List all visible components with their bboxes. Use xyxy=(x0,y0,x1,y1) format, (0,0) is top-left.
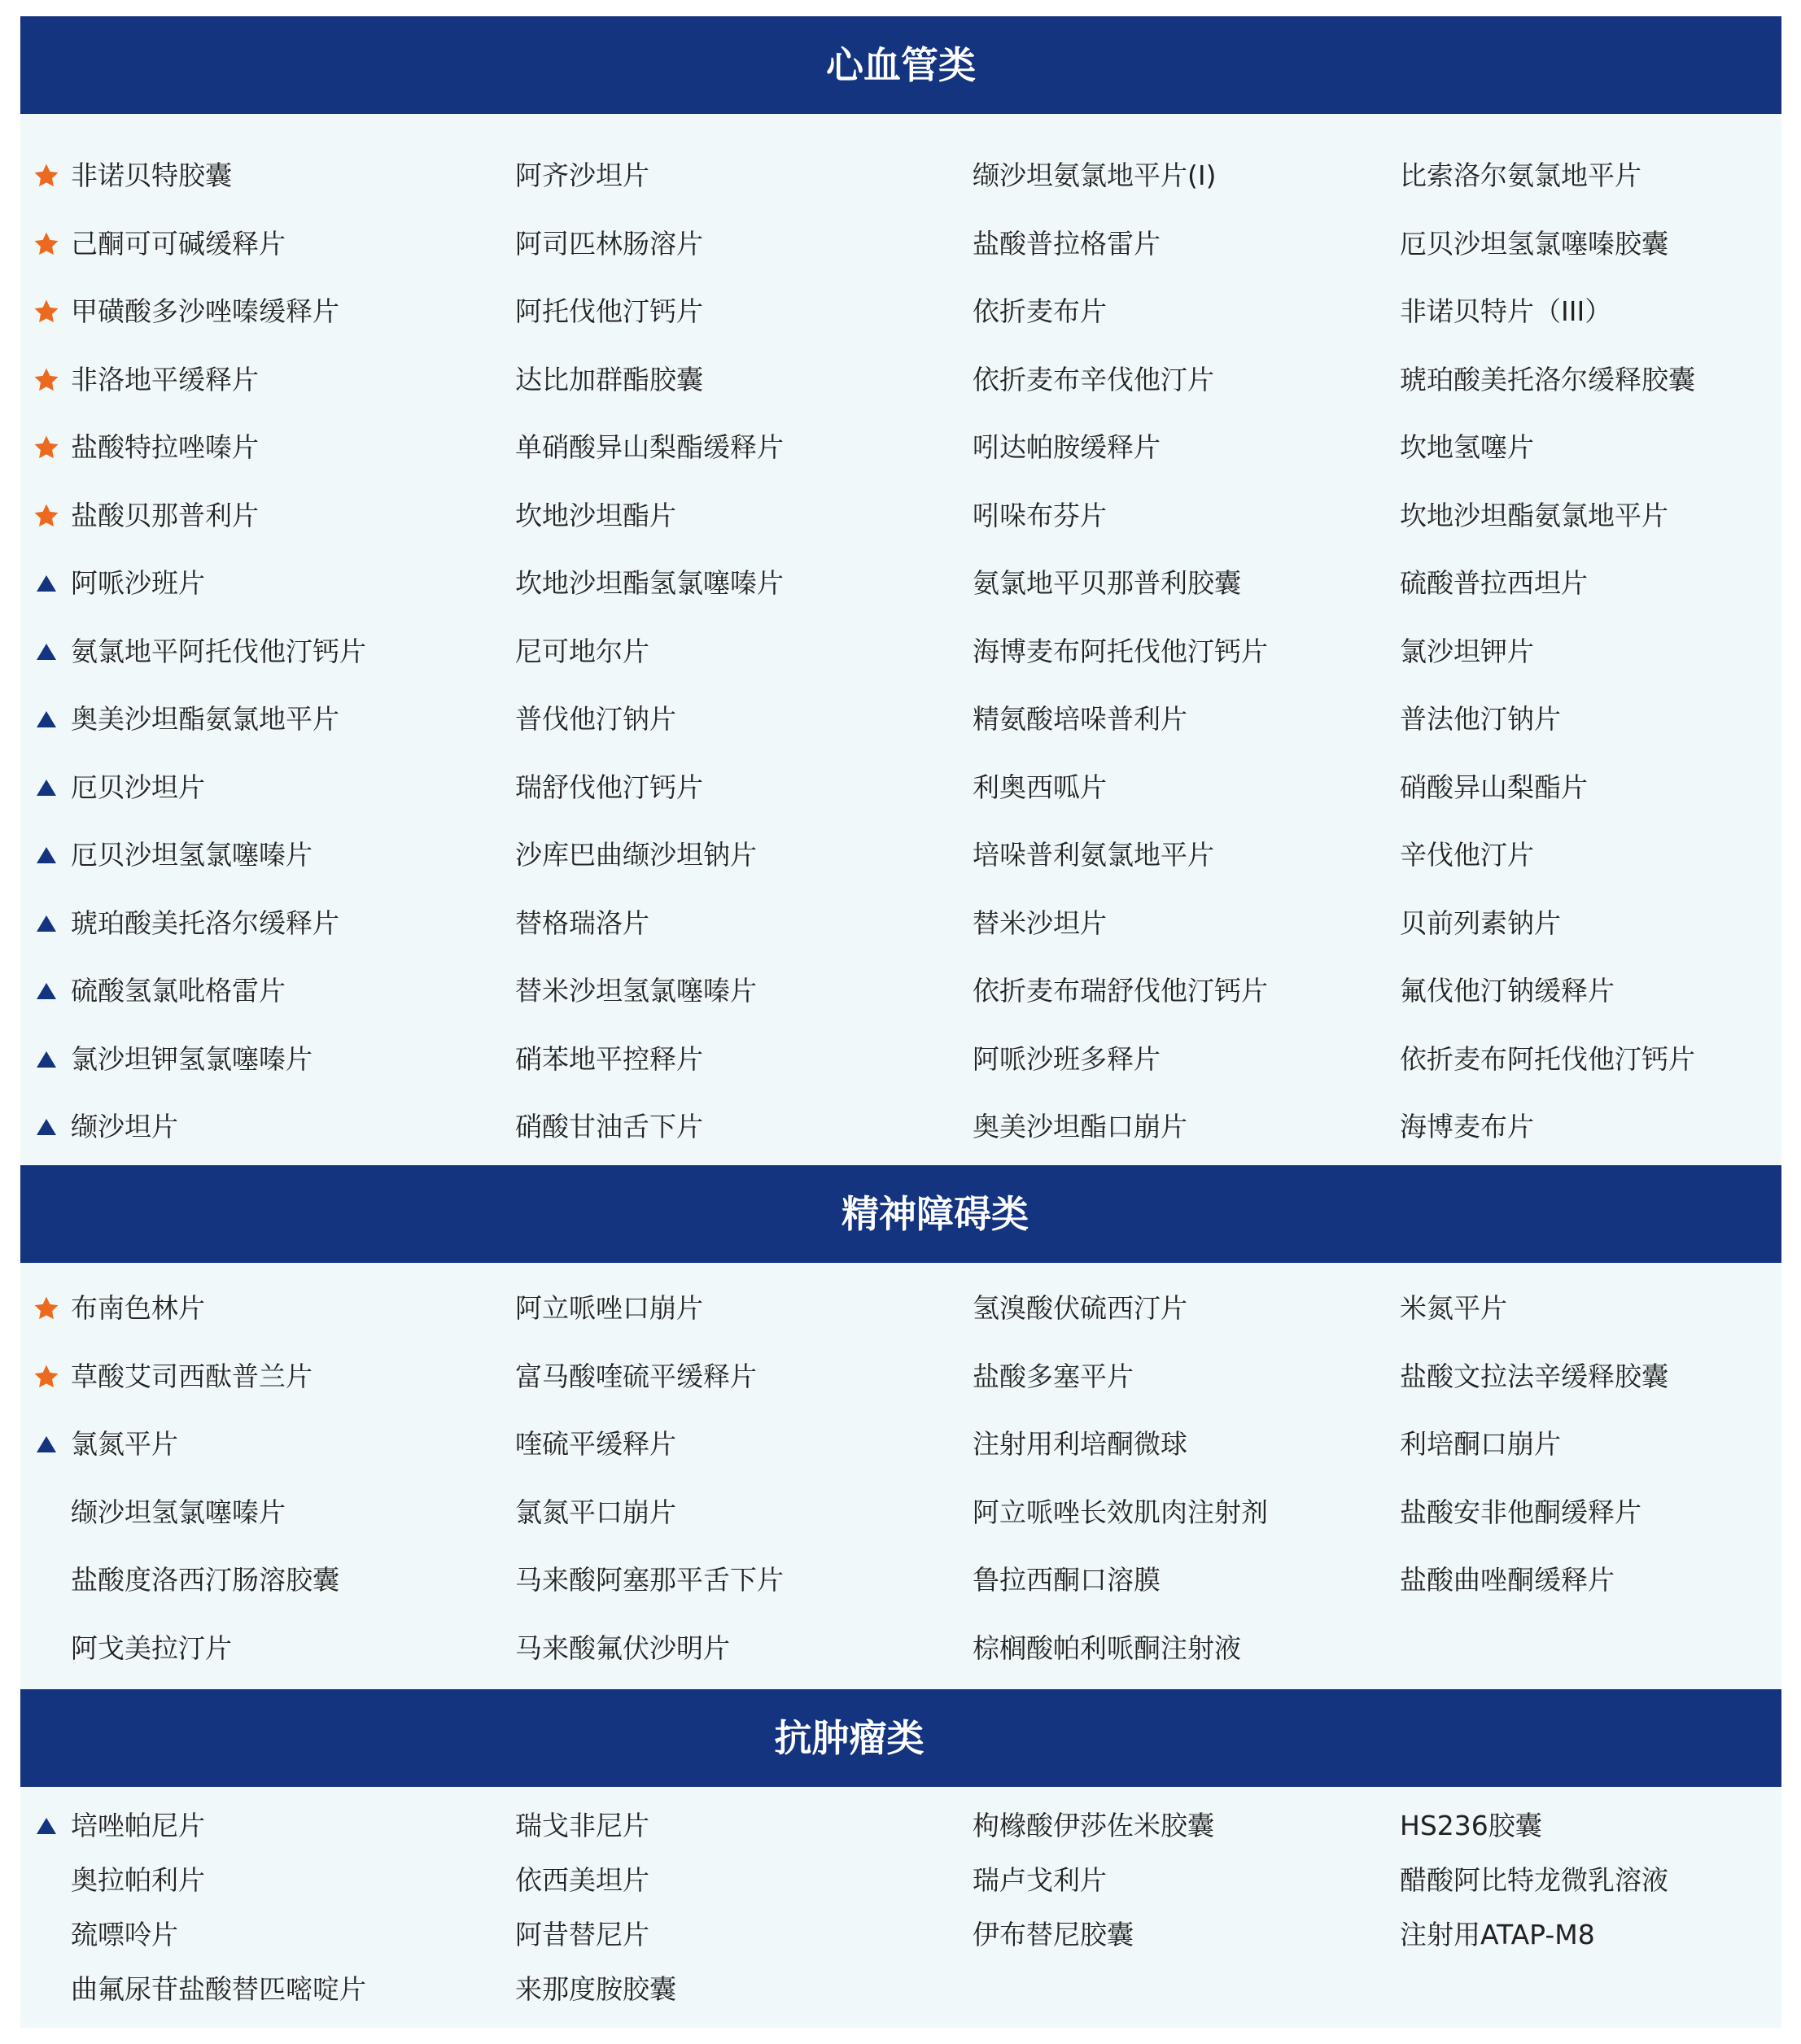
drug-name-cell: 注射用利培酮微球 xyxy=(973,1428,1187,1461)
star-icon xyxy=(32,210,61,278)
section-body xyxy=(20,114,1781,1181)
triangle-icon xyxy=(32,1410,61,1478)
drug-name-cell: 吲达帕胺缓释片 xyxy=(973,431,1161,463)
drug-name-cell: 非诺贝特胶囊 xyxy=(71,159,232,191)
drug-name-cell: 棕榈酸帕利哌酮注射液 xyxy=(973,1632,1241,1664)
drug-name-cell: 厄贝沙坦氢氯噻嗪片 xyxy=(71,839,313,871)
drug-name-cell: 盐酸曲唑酮缓释片 xyxy=(1400,1564,1615,1596)
drug-name-cell: 替米沙坦片 xyxy=(973,906,1107,939)
triangle-icon xyxy=(32,549,61,618)
drug-name-cell: 己酮可可碱缓释片 xyxy=(71,227,286,260)
drug-name-cell: 枸橼酸伊莎佐米胶囊 xyxy=(973,1810,1214,1841)
drug-name-cell: 贝前列素钠片 xyxy=(1400,906,1561,939)
section-cardiovascular xyxy=(20,16,1781,1181)
section-header xyxy=(20,1689,1781,1787)
table-row xyxy=(20,346,1781,414)
drug-name-cell: 氯氮平口崩片 xyxy=(515,1496,676,1528)
section-title: 心血管类 xyxy=(826,43,976,87)
triangle-icon xyxy=(32,821,61,889)
table-row xyxy=(20,1478,1781,1547)
drug-name-cell: 普伐他汀钠片 xyxy=(515,703,676,735)
section-header xyxy=(20,16,1781,114)
drug-name-cell: 非洛地平缓释片 xyxy=(71,363,259,395)
drug-name-cell: HS236胶囊 xyxy=(1400,1810,1542,1841)
drug-name-cell: 草酸艾司西酞普兰片 xyxy=(71,1360,313,1392)
drug-name-cell: 瑞卢戈利片 xyxy=(973,1864,1107,1896)
drug-name-cell: 非诺贝特片（III） xyxy=(1400,295,1612,327)
drug-name-cell: 来那度胺胶囊 xyxy=(515,1973,676,2005)
table-row xyxy=(20,1546,1781,1614)
star-icon xyxy=(32,1343,61,1411)
table-row xyxy=(20,482,1781,550)
drug-name-cell: 单硝酸异山梨酯缓释片 xyxy=(515,431,784,463)
drug-name-cell: 盐酸贝那普利片 xyxy=(71,499,259,531)
drug-name-cell: 硝苯地平控释片 xyxy=(515,1042,703,1075)
drug-name-cell: 奥拉帕利片 xyxy=(71,1864,205,1896)
drug-name-cell: 氢溴酸伏硫西汀片 xyxy=(973,1292,1187,1324)
drug-name-cell: 硝酸甘油舌下片 xyxy=(515,1111,703,1142)
drug-name-cell: 依折麦布辛伐他汀片 xyxy=(973,363,1214,395)
star-icon xyxy=(32,142,61,210)
drug-name-cell: 阿齐沙坦片 xyxy=(515,159,649,191)
table-row xyxy=(20,210,1781,278)
triangle-icon xyxy=(32,1025,61,1094)
table-row xyxy=(20,1025,1781,1094)
section-mental-disorders xyxy=(20,1165,1781,1689)
drug-name-cell: 米氮平片 xyxy=(1400,1292,1507,1324)
drug-name-cell: 依折麦布阿托伐他汀钙片 xyxy=(1400,1042,1695,1075)
drug-name-cell: 盐酸多塞平片 xyxy=(973,1360,1134,1392)
drug-name-cell: 沙库巴曲缬沙坦钠片 xyxy=(515,839,757,871)
drug-name-cell: 普法他汀钠片 xyxy=(1400,703,1561,735)
drug-name-cell: 阿戈美拉汀片 xyxy=(71,1632,232,1664)
star-icon xyxy=(32,482,61,550)
drug-name-cell: 尼可地尔片 xyxy=(515,635,649,667)
drug-name-cell: 利奥西呱片 xyxy=(973,771,1107,803)
triangle-icon xyxy=(32,957,61,1025)
star-icon xyxy=(32,346,61,414)
drug-name-cell: 喹硫平缓释片 xyxy=(515,1428,676,1461)
drug-name-cell: 硫酸普拉西坦片 xyxy=(1400,567,1588,599)
drug-name-cell: 依折麦布片 xyxy=(973,295,1107,327)
drug-name-cell: 阿司匹林肠溶片 xyxy=(515,227,703,260)
drug-name-cell: 氯沙坦钾片 xyxy=(1400,635,1534,667)
drug-name-cell: 盐酸普拉格雷片 xyxy=(973,227,1161,260)
drug-name-cell: 吲哚布芬片 xyxy=(973,499,1107,531)
section-antitumor xyxy=(20,1689,1781,2028)
drug-name-cell: 盐酸度洛西汀肠溶胶囊 xyxy=(71,1564,339,1596)
table-row xyxy=(20,1614,1781,1683)
section-body xyxy=(20,1263,1781,1689)
table-row xyxy=(20,413,1781,482)
drug-name-cell: 坎地沙坦酯氨氯地平片 xyxy=(1400,499,1668,531)
drug-name-cell: 琥珀酸美托洛尔缓释胶囊 xyxy=(1400,363,1695,395)
drug-name-cell: 氟伐他汀钠缓释片 xyxy=(1400,975,1615,1007)
table-row xyxy=(20,549,1781,618)
drug-name-cell: 依西美坦片 xyxy=(515,1864,649,1896)
drug-name-cell: 盐酸特拉唑嗪片 xyxy=(71,431,259,463)
section-title: 精神障碍类 xyxy=(841,1192,1029,1236)
table-row xyxy=(20,889,1781,958)
drug-name-cell: 缬沙坦片 xyxy=(71,1111,178,1142)
table-row xyxy=(20,1410,1781,1478)
drug-name-cell: 海博麦布阿托伐他汀钙片 xyxy=(973,635,1268,667)
drug-name-cell: 硝酸异山梨酯片 xyxy=(1400,771,1588,803)
section-title: 抗肿瘤类 xyxy=(774,1716,925,1760)
drug-name-cell: 缬沙坦氨氯地平片(Ⅰ) xyxy=(973,159,1217,191)
table-row xyxy=(20,618,1781,686)
drug-name-cell: 比索洛尔氨氯地平片 xyxy=(1400,159,1641,191)
drug-name-cell: 培唑帕尼片 xyxy=(71,1810,205,1841)
drug-name-cell: 海博麦布片 xyxy=(1400,1111,1534,1142)
drug-name-cell: 精氨酸培哚普利片 xyxy=(973,703,1187,735)
drug-name-cell: 奥美沙坦酯口崩片 xyxy=(973,1111,1187,1142)
drug-name-cell: 阿哌沙班多释片 xyxy=(973,1042,1161,1075)
drug-name-cell: 瑞舒伐他汀钙片 xyxy=(515,771,703,803)
drug-name-cell: 瑞戈非尼片 xyxy=(515,1810,649,1841)
table-row xyxy=(20,753,1781,822)
drug-name-cell: 坎地沙坦酯氢氯噻嗪片 xyxy=(515,567,784,599)
drug-name-cell: 阿立哌唑口崩片 xyxy=(515,1292,703,1324)
drug-name-cell: 替格瑞洛片 xyxy=(515,906,649,939)
drug-name-cell: 达比加群酯胶囊 xyxy=(515,363,703,395)
drug-name-cell: 奥美沙坦酯氨氯地平片 xyxy=(71,703,339,735)
table-row xyxy=(20,957,1781,1025)
drug-name-cell: 阿昔替尼片 xyxy=(515,1919,649,1950)
star-icon xyxy=(32,1274,61,1343)
drug-name-cell: 伊布替尼胶囊 xyxy=(973,1919,1134,1950)
drug-name-cell: 依折麦布瑞舒伐他汀钙片 xyxy=(973,975,1268,1007)
table-row xyxy=(20,821,1781,889)
section-header xyxy=(20,1165,1781,1263)
table-row xyxy=(20,1274,1781,1343)
drug-name-cell: 阿托伐他汀钙片 xyxy=(515,295,703,327)
triangle-icon xyxy=(32,889,61,958)
drug-name-cell: 缬沙坦氢氯噻嗪片 xyxy=(71,1496,286,1528)
table-row xyxy=(20,277,1781,346)
table-row xyxy=(20,142,1781,210)
table-row xyxy=(20,685,1781,753)
table-row xyxy=(20,1343,1781,1411)
drug-name-cell: 鲁拉西酮口溶膜 xyxy=(973,1564,1161,1596)
drug-name-cell: 坎地沙坦酯片 xyxy=(515,499,676,531)
drug-name-cell: 阿立哌唑长效肌肉注射剂 xyxy=(973,1496,1268,1528)
drug-name-cell: 马来酸阿塞那平舌下片 xyxy=(515,1564,784,1596)
drug-name-cell: 盐酸文拉法辛缓释胶囊 xyxy=(1400,1360,1668,1392)
triangle-icon xyxy=(32,685,61,753)
table-row xyxy=(20,1955,1781,2024)
star-icon xyxy=(32,277,61,346)
drug-name-cell: 阿哌沙班片 xyxy=(71,567,205,599)
table-row xyxy=(20,1093,1781,1161)
drug-name-cell: 醋酸阿比特龙微乳溶液 xyxy=(1400,1864,1668,1896)
drug-name-cell: 培哚普利氨氯地平片 xyxy=(973,839,1214,871)
drug-name-cell: 辛伐他汀片 xyxy=(1400,839,1534,871)
drug-name-cell: 曲氟尿苷盐酸替匹嘧啶片 xyxy=(71,1973,366,2005)
drug-name-cell: 氯沙坦钾氢氯噻嗪片 xyxy=(71,1042,313,1075)
drug-name-cell: 氨氯地平贝那普利胶囊 xyxy=(973,567,1241,599)
drug-name-cell: 甲磺酸多沙唑嗪缓释片 xyxy=(71,295,339,327)
drug-name-cell: 坎地氢噻片 xyxy=(1400,431,1534,463)
drug-name-cell: 厄贝沙坦氢氯噻嗪胶囊 xyxy=(1400,227,1668,260)
triangle-icon xyxy=(32,1093,61,1161)
drug-name-cell: 注射用ATAP-M8 xyxy=(1400,1919,1595,1950)
triangle-icon xyxy=(32,618,61,686)
section-body xyxy=(20,1787,1781,2028)
drug-name-cell: 氯氮平片 xyxy=(71,1428,178,1461)
triangle-icon xyxy=(32,753,61,822)
drug-name-cell: 富马酸喹硫平缓释片 xyxy=(515,1360,757,1392)
drug-name-cell: 巯嘌呤片 xyxy=(71,1919,178,1950)
drug-name-cell: 布南色林片 xyxy=(71,1292,205,1324)
drug-name-cell: 盐酸安非他酮缓释片 xyxy=(1400,1496,1641,1528)
drug-name-cell: 替米沙坦氢氯噻嗪片 xyxy=(515,975,757,1007)
drug-name-cell: 琥珀酸美托洛尔缓释片 xyxy=(71,906,339,939)
drug-name-cell: 利培酮口崩片 xyxy=(1400,1428,1561,1461)
drug-name-cell: 硫酸氢氯吡格雷片 xyxy=(71,975,286,1007)
star-icon xyxy=(32,413,61,482)
drug-name-cell: 厄贝沙坦片 xyxy=(71,771,205,803)
drug-name-cell: 马来酸氟伏沙明片 xyxy=(515,1632,730,1664)
drug-name-cell: 氨氯地平阿托伐他汀钙片 xyxy=(71,635,366,667)
